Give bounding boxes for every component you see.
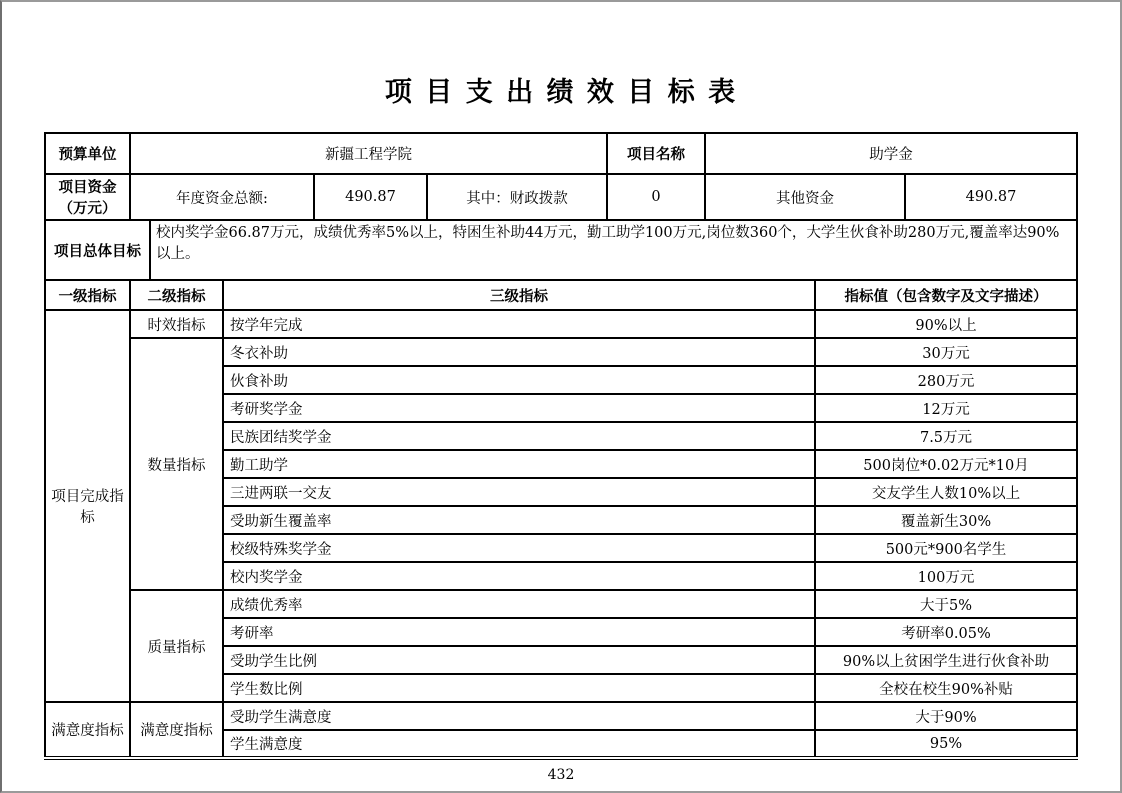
value-cell: 大于5% — [815, 590, 1077, 618]
other-funds-label: 其他资金 — [705, 174, 905, 220]
value-cell: 90%以上贫困学生进行伙食补助 — [815, 646, 1077, 674]
level3-cell: 成绩优秀率 — [223, 590, 815, 618]
level3-cell: 受助新生覆盖率 — [223, 506, 815, 534]
page-title: 项 目 支 出 绩 效 目 标 表 — [384, 77, 738, 108]
level2-group-quantity: 数量指标 — [130, 338, 223, 590]
level2-group-quality: 质量指标 — [130, 590, 223, 702]
level3-cell: 按学年完成 — [223, 310, 815, 338]
indicator-header-row — [45, 280, 1077, 310]
level3-cell: 考研率 — [223, 618, 815, 646]
level3-cell: 受助学生满意度 — [223, 702, 815, 730]
indicator-row — [45, 590, 1077, 618]
value-cell: 覆盖新生30% — [815, 506, 1077, 534]
level2-group-satisfaction: 满意度指标 — [130, 702, 223, 758]
annual-total-value: 490.87 — [314, 174, 427, 220]
level3-cell: 勤工助学 — [223, 450, 815, 478]
value-cell: 全校在校生90%补贴 — [815, 674, 1077, 702]
level3-cell: 三进两联一交友 — [223, 478, 815, 506]
level3-cell: 校级特殊奖学金 — [223, 534, 815, 562]
header-level1: 一级指标 — [45, 280, 130, 310]
overall-goal-text: 校内奖学金66.87万元，成绩优秀率5%以上，特困生补助44万元，勤工助学100万元,岗位数360个，大学生伙食补助280万元,覆盖率达90%以上。 — [150, 220, 1077, 280]
value-cell: 12万元 — [815, 394, 1077, 422]
value-cell: 95% — [815, 730, 1077, 758]
value-cell: 280万元 — [815, 366, 1077, 394]
indicator-row — [45, 310, 1077, 338]
fiscal-allocation-label: 其中：财政拨款 — [427, 174, 607, 220]
project-funds-row — [45, 174, 1077, 220]
value-cell: 大于90% — [815, 702, 1077, 730]
budget-unit-row — [45, 133, 1077, 174]
level1-group-satisfaction: 满意度指标 — [45, 702, 130, 758]
value-cell: 7.5万元 — [815, 422, 1077, 450]
indicator-row — [45, 338, 1077, 366]
level3-cell: 学生数比例 — [223, 674, 815, 702]
level3-cell: 学生满意度 — [223, 730, 815, 758]
fiscal-allocation-value: 0 — [607, 174, 705, 220]
value-cell: 交友学生人数10%以上 — [815, 478, 1077, 506]
project-funds-label: 项目资金（万元） — [45, 174, 130, 220]
other-funds-value: 490.87 — [905, 174, 1077, 220]
value-cell: 90%以上 — [815, 310, 1077, 338]
page-number: 432 — [547, 767, 575, 783]
project-name-label: 项目名称 — [607, 133, 705, 174]
value-cell: 100万元 — [815, 562, 1077, 590]
overall-goal-label: 项目总体目标 — [45, 220, 150, 280]
budget-unit-value: 新疆工程学院 — [130, 133, 607, 174]
level3-cell: 民族团结奖学金 — [223, 422, 815, 450]
value-cell: 500元*900名学生 — [815, 534, 1077, 562]
header-level3: 三级指标 — [223, 280, 815, 310]
level2-group-timeliness: 时效指标 — [130, 310, 223, 338]
value-cell: 考研率0.05% — [815, 618, 1077, 646]
project-name-value: 助学金 — [705, 133, 1077, 174]
value-cell: 500岗位*0.02万元*10月 — [815, 450, 1077, 478]
level3-cell: 伙食补助 — [223, 366, 815, 394]
value-cell: 30万元 — [815, 338, 1077, 366]
level3-cell: 冬衣补助 — [223, 338, 815, 366]
funds-summary-table — [44, 132, 1078, 221]
indicator-table — [44, 279, 1078, 760]
overall-goal-row — [45, 220, 1077, 280]
level3-cell: 受助学生比例 — [223, 646, 815, 674]
level3-cell: 考研奖学金 — [223, 394, 815, 422]
indicator-row — [45, 702, 1077, 730]
header-level2: 二级指标 — [130, 280, 223, 310]
level3-cell: 校内奖学金 — [223, 562, 815, 590]
annual-total-label: 年度资金总额: — [130, 174, 314, 220]
level1-group-completion: 项目完成指标 — [45, 310, 130, 702]
header-value: 指标值（包含数字及文字描述） — [815, 280, 1077, 310]
budget-unit-label: 预算单位 — [45, 133, 130, 174]
overall-goal-table — [44, 219, 1078, 281]
